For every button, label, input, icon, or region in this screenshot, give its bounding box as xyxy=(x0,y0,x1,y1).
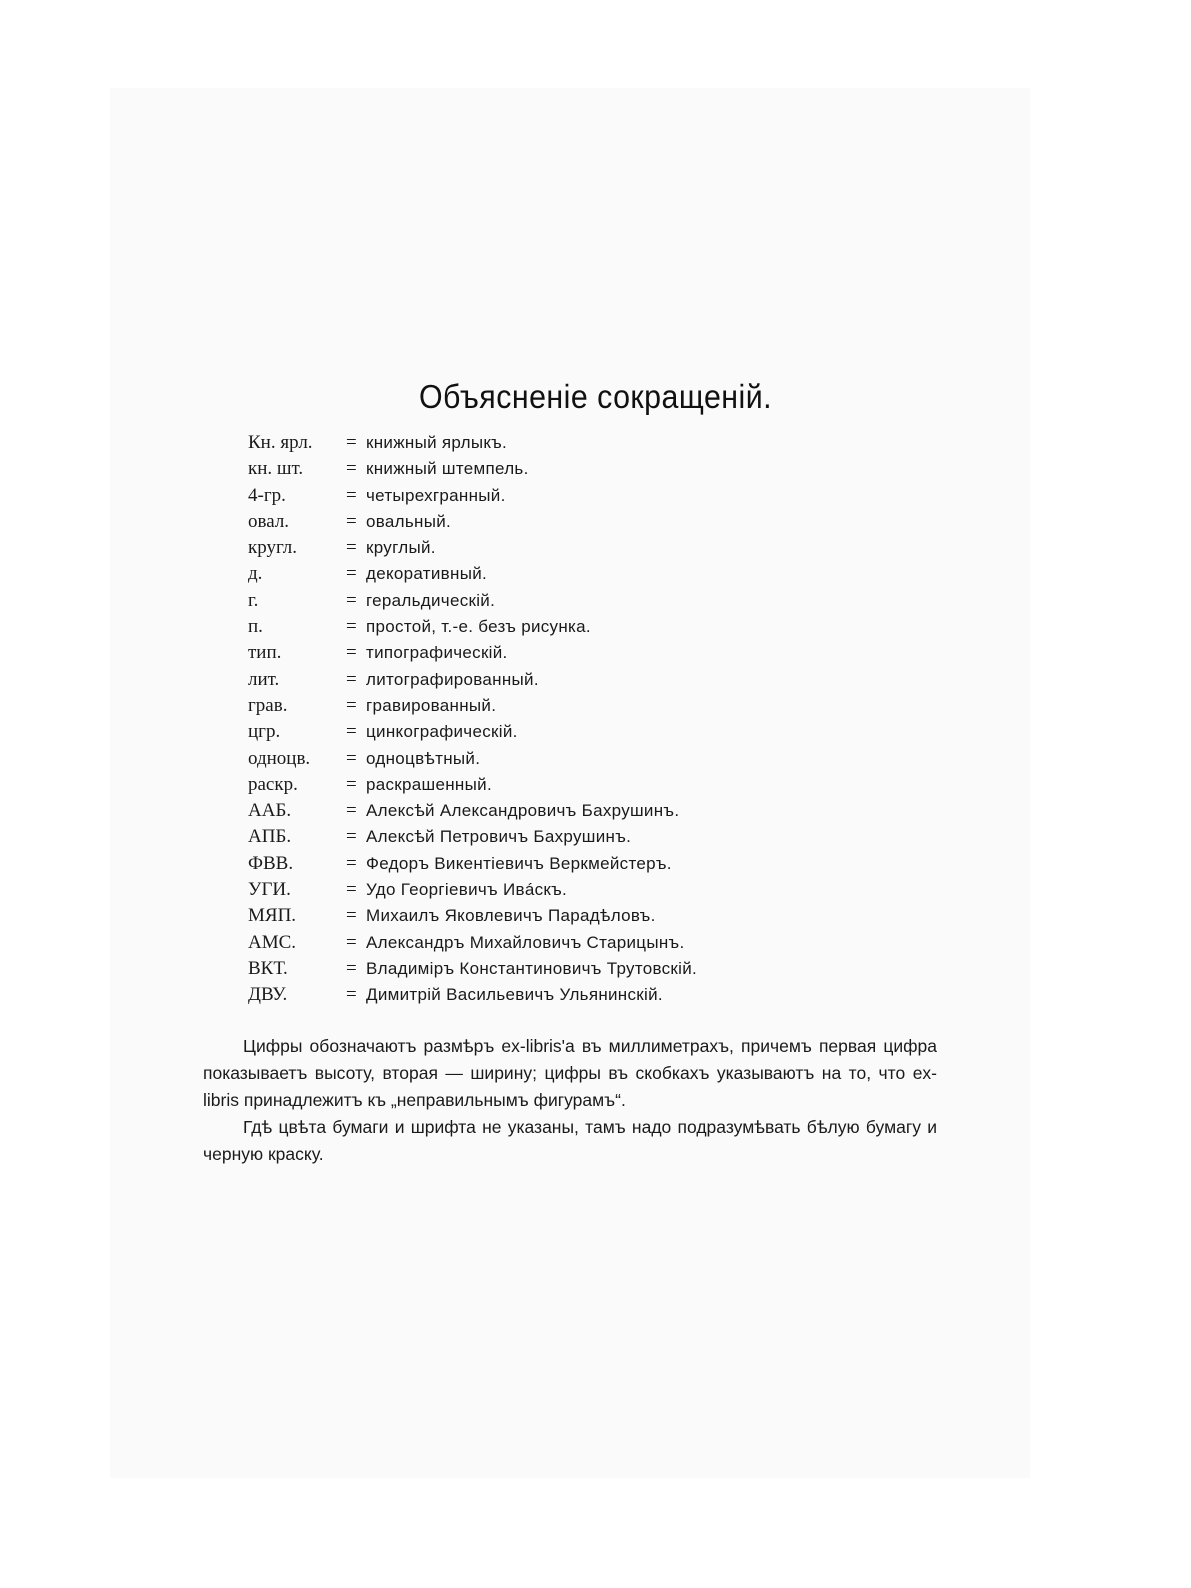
equals-sign: = xyxy=(346,721,357,743)
abbreviation-row xyxy=(248,956,697,982)
equals-sign: = xyxy=(346,905,357,927)
abbreviation-row xyxy=(248,877,697,903)
equals-sign: = xyxy=(346,642,357,664)
abbreviation-key: г. xyxy=(248,589,259,611)
abbreviation-key: ВКТ. xyxy=(248,957,288,979)
abbreviation-meaning: простой, т.-е. безъ рисунка. xyxy=(366,617,591,637)
equals-sign: = xyxy=(346,747,357,769)
abbreviation-meaning: литографированный. xyxy=(366,669,539,689)
abbreviation-meaning: цинкографическій. xyxy=(366,722,518,742)
abbreviation-meaning: Михаилъ Яковлевичъ Парадѣловъ. xyxy=(366,906,656,926)
abbreviation-key: кругл. xyxy=(248,537,298,559)
abbreviation-row xyxy=(248,535,697,561)
abbreviation-row xyxy=(248,483,697,509)
abbreviation-row xyxy=(248,561,697,587)
abbreviation-meaning: Владиміръ Константиновичъ Трутовскій. xyxy=(366,958,698,978)
abbreviation-key: овал. xyxy=(248,510,290,532)
abbreviation-key: ДВУ. xyxy=(248,984,288,1006)
equals-sign: = xyxy=(346,510,357,532)
equals-sign: = xyxy=(346,852,357,874)
abbreviation-key: д. xyxy=(248,563,263,585)
abbreviation-meaning: раскрашенный. xyxy=(366,774,492,794)
abbreviation-key: тип. xyxy=(248,642,282,664)
note-paragraph-sizes: Цифры обозначаютъ размѣръ ex-libris'а въ миллиметрахъ, причемъ первая цифра показываетъ высоту, вторая — ширину; цифры въ скобкахъ указываютъ на то, что ex-libris принадлежитъ къ „неправильнымъ фигурамъ“. xyxy=(203,1036,937,1110)
abbreviation-list xyxy=(248,430,697,1009)
abbreviation-row xyxy=(248,588,697,614)
abbreviation-meaning: книжный штемпель. xyxy=(366,459,529,479)
equals-sign: = xyxy=(346,879,357,901)
abbreviation-row xyxy=(248,772,697,798)
abbreviation-row xyxy=(248,746,697,772)
equals-sign: = xyxy=(346,432,357,453)
abbreviation-row xyxy=(248,509,697,535)
abbreviation-key: Кн. ярл. xyxy=(248,432,313,453)
equals-sign: = xyxy=(346,458,357,480)
abbreviation-key: АМС. xyxy=(248,931,297,953)
equals-sign: = xyxy=(346,563,357,585)
equals-sign: = xyxy=(346,800,357,822)
equals-sign: = xyxy=(346,773,357,795)
abbreviation-key: грав. xyxy=(248,694,288,716)
abbreviation-key: кн. шт. xyxy=(248,458,304,480)
abbreviation-row xyxy=(248,903,697,929)
abbreviation-key: ААБ. xyxy=(248,800,292,822)
equals-sign: = xyxy=(346,984,357,1006)
abbreviation-meaning: типографическій. xyxy=(366,643,508,663)
abbreviation-meaning: Федоръ Викентіевичъ Веркмейстеръ. xyxy=(366,853,672,873)
abbreviation-row xyxy=(248,614,697,640)
abbreviation-meaning: овальный. xyxy=(366,511,452,531)
equals-sign: = xyxy=(346,826,357,848)
abbreviation-meaning: декоративный. xyxy=(366,564,488,584)
abbreviation-row xyxy=(248,640,697,666)
abbreviation-meaning: книжный ярлыкъ. xyxy=(366,433,508,452)
abbreviation-key: цгр. xyxy=(248,721,281,743)
abbreviation-meaning: геральдическій. xyxy=(366,590,496,610)
equals-sign: = xyxy=(346,957,357,979)
abbreviation-key: раскр. xyxy=(248,773,298,795)
equals-sign: = xyxy=(346,694,357,716)
abbreviation-meaning: Алексѣй Петровичъ Бахрушинъ. xyxy=(366,827,632,847)
abbreviation-row xyxy=(248,456,697,482)
abbreviation-meaning: Удо Георгіевичъ Ивáскъ. xyxy=(366,880,568,900)
abbreviation-row xyxy=(248,719,697,745)
abbreviation-meaning: Александръ Михайловичъ Старицынъ. xyxy=(366,932,685,952)
abbreviation-key: одноцв. xyxy=(248,747,311,769)
abbreviation-meaning: Алексѣй Александровичъ Бахрушинъ. xyxy=(366,801,680,821)
equals-sign: = xyxy=(346,589,357,611)
equals-sign: = xyxy=(346,537,357,559)
abbreviation-meaning: четырехгранный. xyxy=(366,485,506,505)
abbreviation-row xyxy=(248,430,697,456)
page-title: Объясненіе сокращеній. xyxy=(418,378,773,415)
abbreviation-meaning: круглый. xyxy=(366,538,436,558)
equals-sign: = xyxy=(346,484,357,506)
equals-sign: = xyxy=(346,616,357,638)
equals-sign: = xyxy=(346,931,357,953)
abbreviation-row xyxy=(248,798,697,824)
abbreviation-row xyxy=(248,667,697,693)
abbreviation-key: ФВВ. xyxy=(248,852,294,874)
abbreviation-row xyxy=(248,930,697,956)
abbreviation-meaning: гравированный. xyxy=(366,695,497,715)
equals-sign: = xyxy=(346,668,357,690)
abbreviation-row xyxy=(248,824,697,850)
abbreviation-key: МЯП. xyxy=(248,905,297,927)
abbreviation-meaning: одноцвѣтный. xyxy=(366,748,481,768)
abbreviation-row xyxy=(248,851,697,877)
abbreviation-key: 4-гр. xyxy=(248,484,286,506)
abbreviation-key: лит. xyxy=(248,668,280,690)
abbreviation-key: п. xyxy=(248,616,263,638)
note-paragraph-colors: Гдѣ цвѣта бумаги и шрифта не указаны, тамъ надо подразумѣвать бѣлую бумагу и черную краску. xyxy=(203,1117,937,1164)
notes-section xyxy=(203,1033,937,1168)
abbreviation-key: УГИ. xyxy=(248,879,291,901)
abbreviation-row xyxy=(248,982,697,1008)
abbreviation-key: АПБ. xyxy=(248,826,292,848)
abbreviation-row xyxy=(248,693,697,719)
abbreviation-meaning: Димитрій Васильевичъ Ульянинскій. xyxy=(366,985,663,1005)
